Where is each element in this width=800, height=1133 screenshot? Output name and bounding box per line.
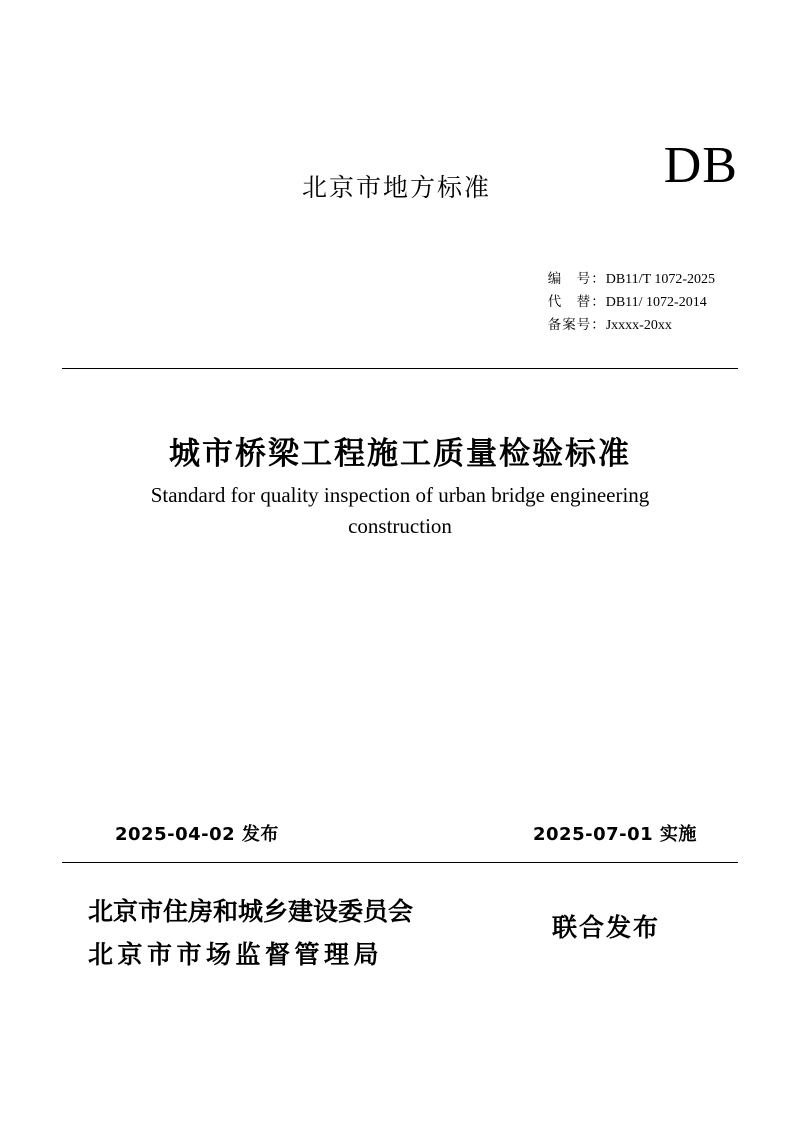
db-mark: DB (663, 137, 738, 194)
identifier-row (548, 268, 715, 291)
identifier-value: DB11/T 1072-2025 (605, 272, 715, 287)
title-english-line-2: construction (348, 514, 452, 538)
divider-top (62, 368, 738, 369)
issuer-line-1: 北京市住房和城乡建设委员会 (88, 897, 414, 926)
identifier-row (548, 314, 715, 337)
joint-release-label: 联合发布 (552, 913, 661, 942)
identifier-value: Jxxxx-20xx (605, 318, 672, 333)
page-title: 城市桥梁工程施工质量检验标准 (169, 436, 631, 472)
effective-date: 2025-07-01 实施 (533, 824, 697, 845)
page-title-english (105, 480, 695, 542)
identifier-row (548, 291, 715, 314)
issue-date: 2025-04-02 发布 (115, 824, 279, 845)
identifier-label: 编 号： (547, 271, 606, 287)
title-english-line-1: Standard for quality inspection of urban bridge engineering (150, 483, 650, 507)
issuing-authorities (88, 890, 413, 976)
identifier-block (548, 268, 715, 337)
cover-header (62, 137, 738, 220)
identifier-label: 代 替： (547, 294, 606, 310)
standard-kind-label: 北京市地方标准 (302, 173, 492, 202)
identifier-label: 备案号： (547, 317, 606, 333)
divider-bottom (62, 862, 738, 863)
issuer-line-2: 北京市市场监督管理局 (88, 940, 384, 969)
identifier-value: DB11/ 1072-2014 (605, 295, 707, 310)
